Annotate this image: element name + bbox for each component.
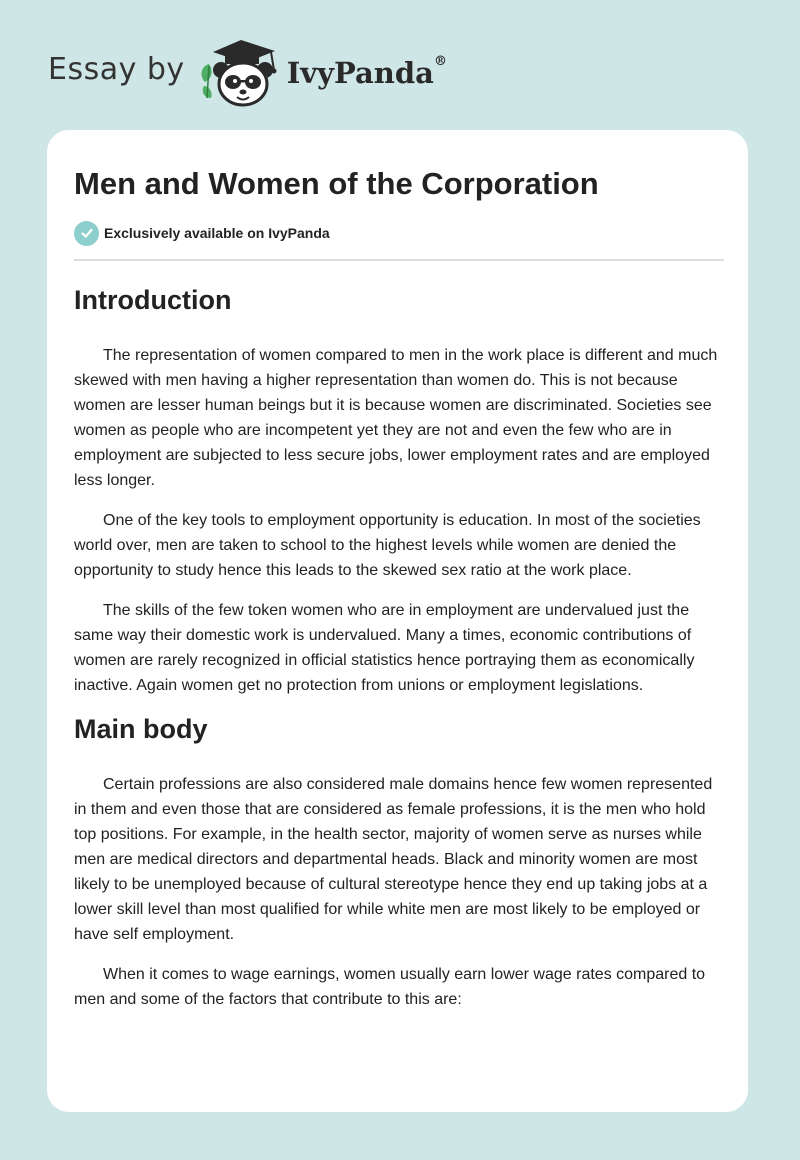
paragraph: One of the key tools to employment opportunity is education. In most of the societies world over, men are taken to school to the highest levels while women are denied the opportunity to study hence this leads to the skewed sex ratio at the work place. <box>74 512 701 579</box>
divider <box>74 259 724 261</box>
essay-content <box>74 130 724 1012</box>
availability-badge <box>74 220 724 246</box>
section-heading-introduction: Introduction <box>74 285 232 315</box>
panda-graduate-icon[interactable] <box>195 36 285 108</box>
paragraph: When it comes to wage earnings, women usually earn lower wage rates compared to men and some of the factors that contribute to this are: <box>74 966 706 1008</box>
registered-mark: ® <box>433 54 447 69</box>
essay-by-label: Essay by <box>48 51 185 87</box>
badge-label: Exclusively available on IvyPanda <box>104 225 330 241</box>
site-header <box>48 36 447 108</box>
essay-card <box>47 130 748 1112</box>
brand-name[interactable]: IvyPanda® <box>286 54 447 90</box>
paragraph: The representation of women compared to men in the work place is different and much skewed with men having a higher representation than women do. This is not because women are lesser human beings but it is because women are discriminated. Societies see women as people who are incompetent yet they are not and even the few who are in employment are subjected to less secure jobs, lower employment rates and are employed less longer. <box>74 347 718 489</box>
check-icon <box>74 221 99 246</box>
paragraph: Certain professions are also considered male domains hence few women represented in them and even those that are considered as female professions, it is the men who hold top positions. For example, in the health sector, majority of women serve as nurses while men are medical directors and departmental heads. Black and minority women are most likely to be unemployed because of cultural stereotype hence they end up taking jobs at a lower skill level than most qualified for while white men are most likely to be employed or have self employment. <box>74 776 713 943</box>
page-title: Men and Women of the Corporation <box>74 166 599 201</box>
section-heading-main-body: Main body <box>74 714 208 744</box>
paragraph: The skills of the few token women who are in employment are undervalued just the same way their domestic work is undervalued. Many a times, economic contributions of women are rarely recognized in official statistics hence portraying them as economically inactive. Again women get no protection from unions or employment legislations. <box>74 602 695 694</box>
